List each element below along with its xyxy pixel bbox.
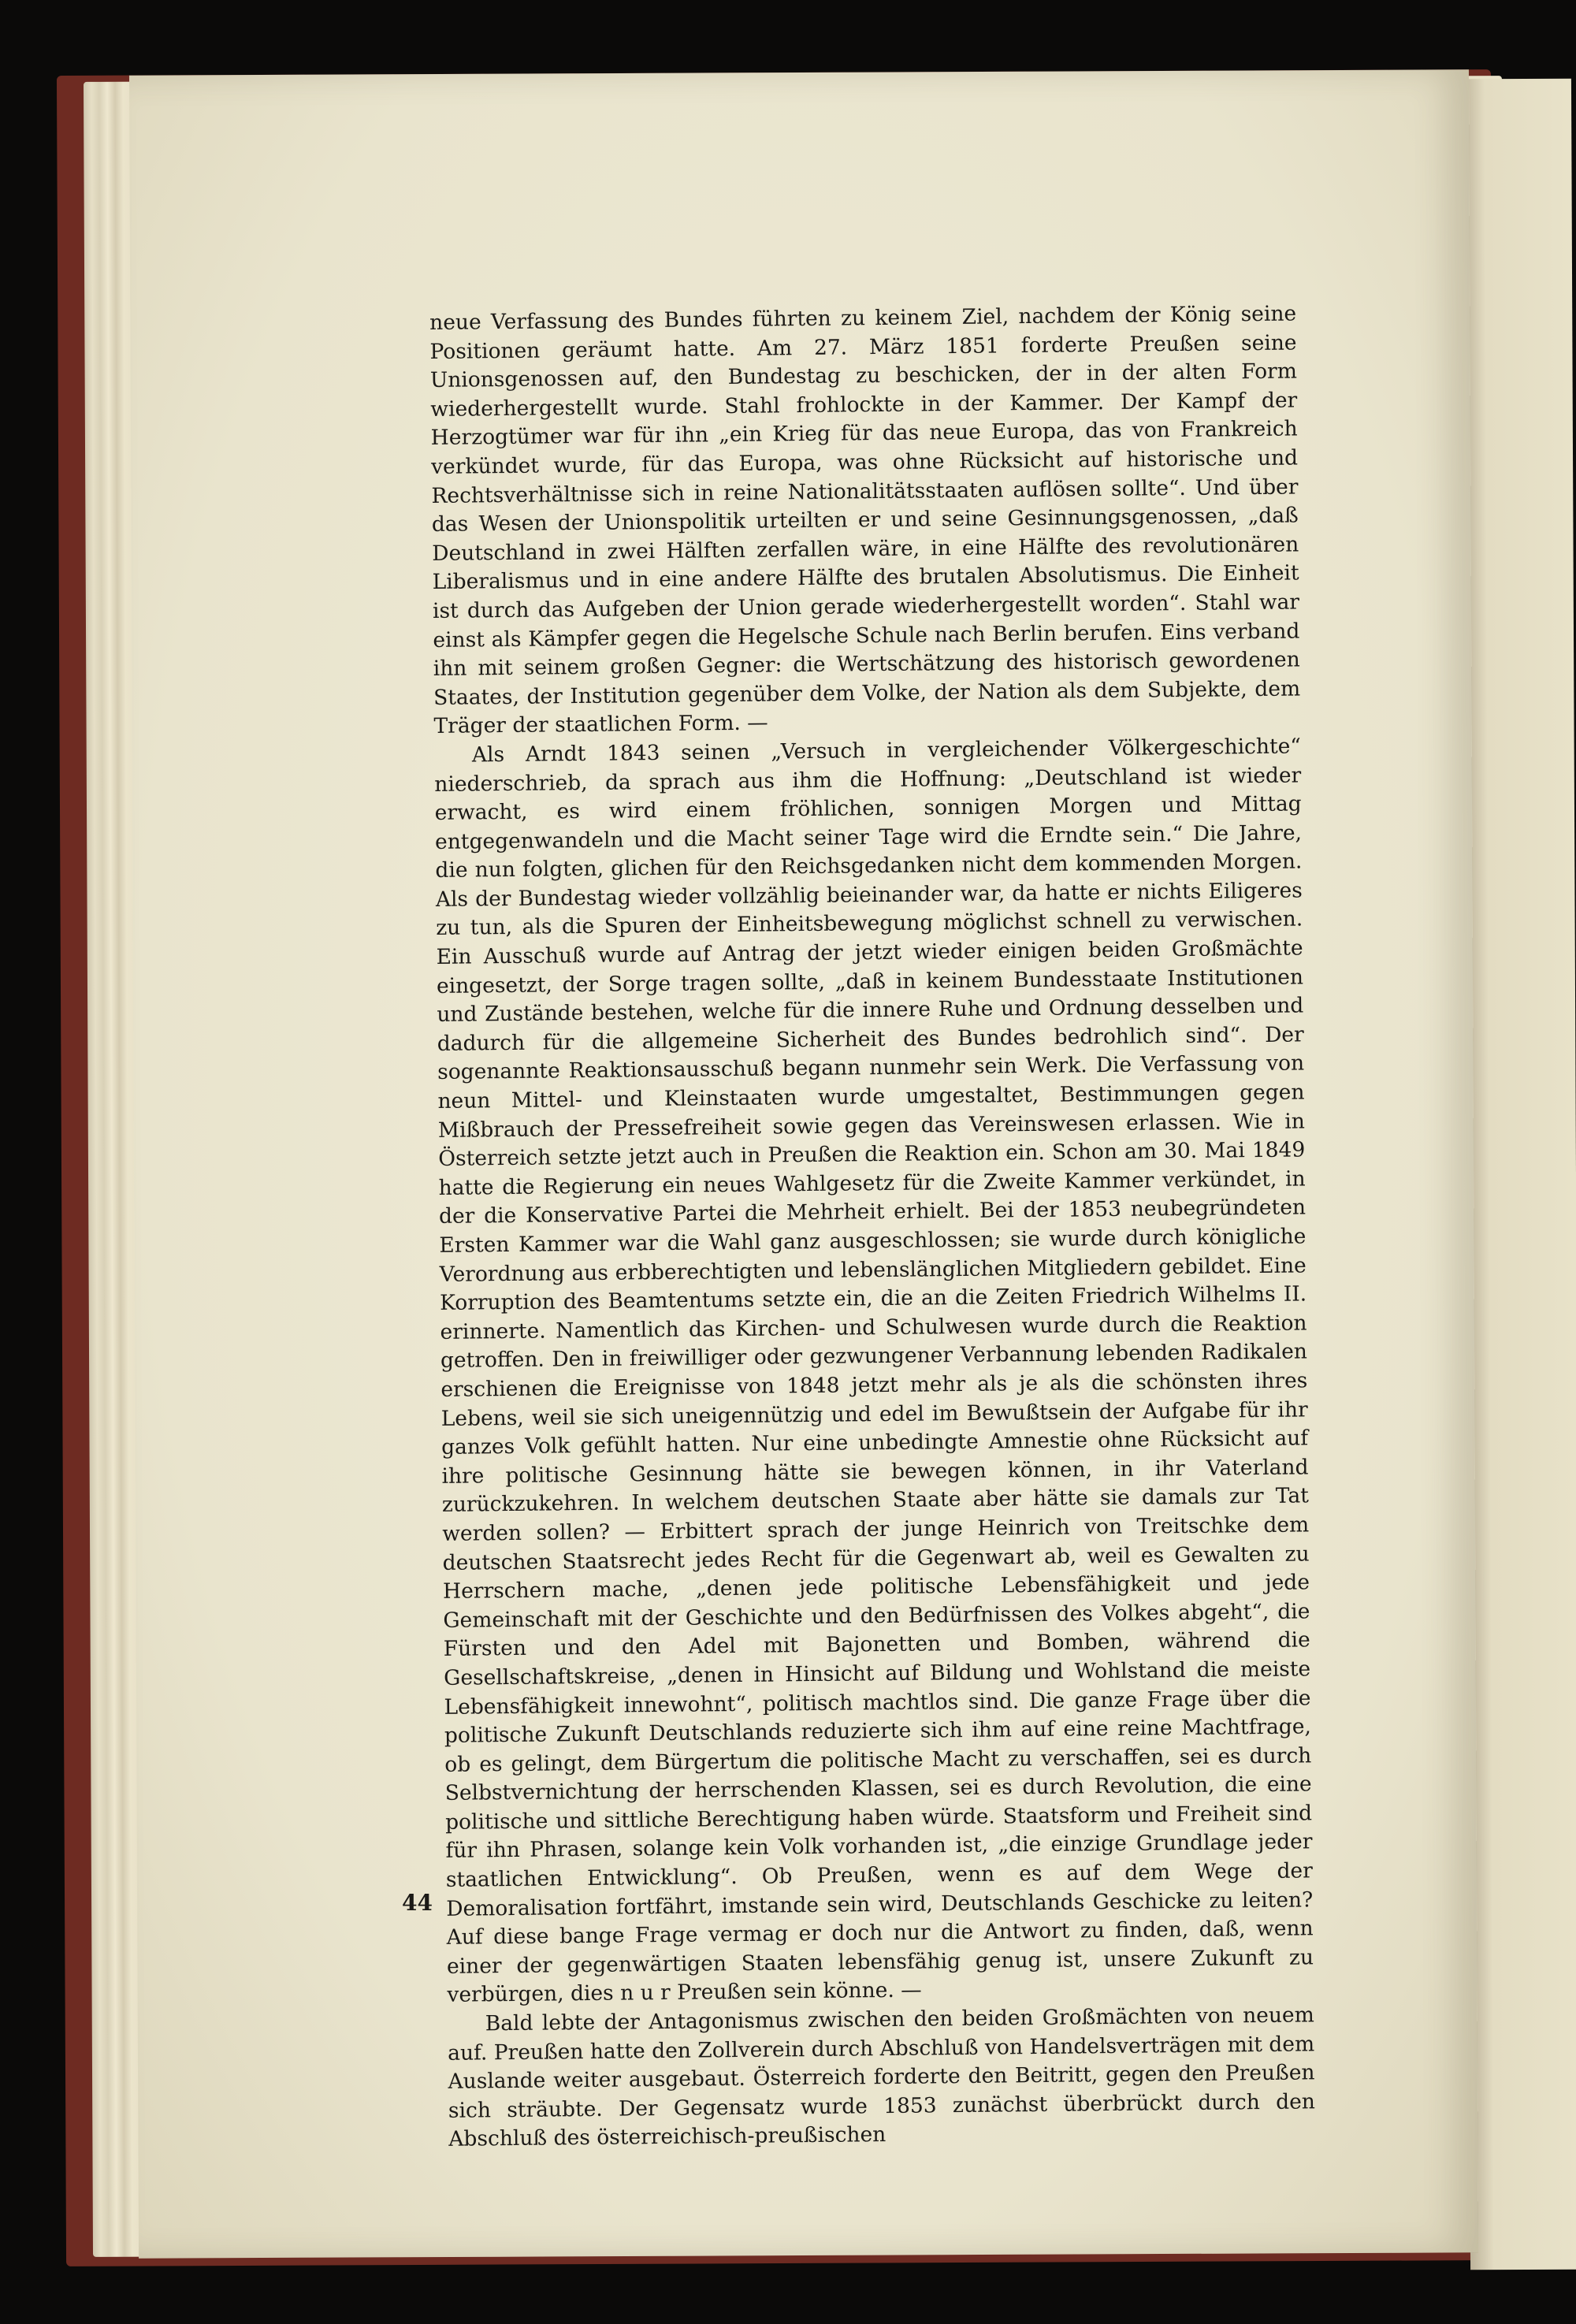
body-text [429,299,1315,2154]
paragraph: Als Arndt 1843 seinen „Versuch in vergleichender Völkergeschichte“ niederschrieb, da sprach aus ihm die Hoffnung: „Deutschland ist wieder erwacht, es wird einem fröhlichen, sonnigen Morgen und Mittag entgegenwandeln und die Macht seiner Tage wird die Erndte sein.“ Die Jahre, die nun folgten, glichen für den Reichsgedanken nicht dem kommenden Morgen. Als der Bundestag wieder vollzählig beieinander war, da hatte er nichts Eiligeres zu tun, als die Spuren der Einheitsbewegung möglichst schnell zu verwischen. Ein Ausschuß wurde auf Antrag der jetzt wieder einigen beiden Großmächte eingesetzt, der Sorge tragen sollte, „daß in keinem Bundesstaate Institutionen und Zustände bestehen, welche für die innere Ruhe und Ordnung desselben und dadurch für die allgemeine Sicherheit des Bundes bedrohlich sind“. Der sogenannte Reaktionsausschuß begann nunmehr sein Werk. Die Verfassung von neun Mittel- und Kleinstaaten wurde umgestaltet, Bestimmungen gegen Mißbrauch der Pressefreiheit sowie gegen das Vereinswesen erlassen. Wie in Österreich setzte jetzt auch in Preußen die Reaktion ein. Schon am 30. Mai 1849 hatte die Regierung ein neues Wahlgesetz für die Zweite Kammer verkündet, in der die Konservative Partei die Mehrheit erhielt. Bei der 1853 neubegründeten Ersten Kammer war die Wahl ganz ausgeschlossen; sie wurde durch königliche Verordnung aus erbberechtigten und lebenslänglichen Mitgliedern gebildet. Eine Korruption des Beamtentums setzte ein, die an die Zeiten Friedrich Wilhelms II. erinnerte. Namentlich das Kirchen- und Schulwesen wurde durch die Reaktion getroffen. Den in freiwilliger oder gezwungener Verbannung lebenden Radikalen erschienen die Ereignisse von 1848 jetzt mehr als je als die schönsten ihres Lebens, weil sie sich uneigennützig und edel im Bewußtsein der Aufgabe für ihr ganzes Volk gefühlt hatten. Nur eine unbedingte Amnestie ohne Rücksicht auf ihre politische Gesinnung hätte sie bewegen können, in ihr Vaterland zurückzukehren. In welchem deutschen Staate aber hätte sie damals zur Tat werden sollen? — Erbittert sprach der junge Heinrich von Treitschke dem deutschen Staatsrecht jedes Recht für die Gegenwart ab, weil es Gewalten zu Herrschern mache, „denen jede politische Lebensfähigkeit und jede Gemeinschaft mit der Geschichte und den Bedürfnissen des Volkes abgeht“, die Fürsten und den Adel mit Bajonetten und Bomben, während die Gesellschaftskreise, „denen in Hinsicht auf Bildung und Wohlstand die meiste Lebensfähigkeit innewohnt“, politisch machtlos sind. Die ganze Frage über die politische Zukunft Deutschlands reduzierte sich ihm auf eine reine Machtfrage, ob es gelingt, dem Bürgertum die politische Macht zu verschaffen, sei es durch Selbstvernichtung der herrschenden Klassen, sei es durch Revolution, die eine politische und sittliche Berechtigung haben würde. Staatsform und Freiheit sind für ihn Phrasen, solange kein Volk vorhanden ist, „die einzige Grundlage jeder staatlichen Entwicklung“. Ob Preußen, wenn es auf dem Wege der Demoralisation fortfährt, imstande sein wird, Deutschlands Geschicke zu leiten? Auf diese bange Frage vermag er doch nur die Antwort zu finden, daß, wenn einer der gegenwärtigen Staaten lebensfähig genug ist, unsere Zukunft zu verbürgen, dies n u r Preußen sein könne. — [434,734,1314,2008]
page-number: 44 [402,1890,433,1916]
paragraph: Bald lebte der Antagonismus zwischen den beiden Großmächten von neuem auf. Preußen hatte den Zollverein durch Abschluß von Handelsverträgen mit dem Auslande weiter ausgebaut. Österreich forderte den Beitritt, gegen den Preußen sich sträubte. Der Gegensatz wurde 1853 zunächst überbrückt durch den Abschluß des österreichisch-preußischen [448,2002,1316,2152]
paragraph: neue Verfassung des Bundes führten zu keinem Ziel, nachdem der König seine Positionen geräumt hatte. Am 27. März 1851 forderte Preußen seine Unionsgenossen auf, den Bundestag zu beschicken, der in der alten Form wiederhergestellt wurde. Stahl frohlockte in der Kammer. Der Kampf der Herzogtümer war für ihn „ein Krieg für das neue Europa, das von Frankreich verkündet wurde, für das Europa, was ohne Rücksicht auf historische und Rechtsverhältnisse sich in reine Nationalitätsstaaten auflösen sollte“. Und über das Wesen der Unionspolitik urteilten er und seine Gesinnungsgenossen, „daß Deutschland in zwei Hälften zerfallen wäre, in eine Hälfte des revolutionären Liberalismus und in eine andere Hälfte des brutalen Absolutismus. Die Einheit ist durch das Aufgeben der Union gerade wiederhergestellt worden“. Stahl war einst als Kämpfer gegen die Hegelsche Schule nach Berlin berufen. Eins verband ihn mit seinem großen Gegner: die Wertschätzung des historisch gewordenen Staates, der Institution gegenüber dem Volke, der Nation als dem Subjekte, dem Träger der staatlichen Form. — [429,301,1301,739]
facing-page-edge [1461,79,1576,2270]
